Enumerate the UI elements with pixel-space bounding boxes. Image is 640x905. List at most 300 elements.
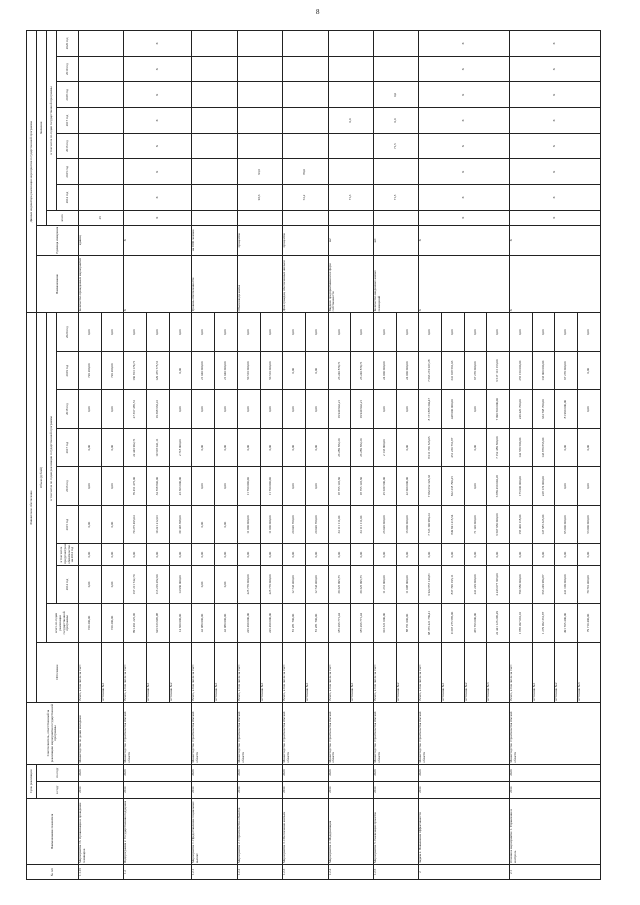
row-indicator-value [79,133,124,159]
row-amount: 6 859 460 092,45 [487,467,510,505]
th-2016: 2016 год [57,467,79,505]
th-2020: 2020 год [57,313,79,352]
table-row [79,31,102,880]
row-amount: 11 000 000,00 [260,505,283,543]
row-amount: 22 000 000,00 [396,467,419,505]
row-amount: 0,00 [396,313,419,352]
row-indicator-value [237,210,282,225]
row-amount: 7 090 500 000,00 [487,390,510,428]
row-indicator-value: 0,0 [373,108,418,134]
row-indicator-value: X [124,82,192,108]
row-indicator-value: 71,3 [328,185,373,211]
row-amount: 451 230 761,87 [442,428,465,466]
row-amount: 167 211 742,70 [124,565,147,603]
row-amount: 185 296 771,44 [328,604,351,642]
row-amount: 226 490 000,00 [237,604,260,642]
row-source: источник №3 [487,642,510,702]
row-amount: 0,00 [419,544,442,565]
row-amount: 39 148 398,00 [169,505,192,543]
row-amount: 42 080 000,00 [192,604,215,642]
row-amount: 0,00 [396,390,419,428]
th-term-start: в году [37,781,79,798]
row-indicator-value: X [124,159,192,185]
row-amount: 19 221 212,03 [147,505,170,543]
row-indicator-value: 80,0 [283,159,328,185]
row-amount: 0,00 [192,565,215,603]
row-name: Мероприятие 2. Строительство объектов [237,798,282,864]
row-amount: 42 080 000,00 [215,604,238,642]
table-row [328,31,351,880]
row-source: источник №1 [147,642,170,702]
row-amount: 34 558 840,00 [147,467,170,505]
row-indicator-value: X [124,185,192,211]
row-indicator-name: X [510,255,601,313]
row-num: 1.2.5 [373,865,418,880]
row-amount: 7 723 190 980,24 [419,505,442,543]
row-amount: 0,00 [215,390,238,428]
row-indicator-value: 71,5 [373,133,418,159]
row-amount: 0,00 [192,467,215,505]
row-indicator-value [237,108,282,134]
row-amount: 225 770 000,00 [237,565,260,603]
row-amount: 98 376 421 769,41 [419,604,442,642]
row-amount: 0,00 [305,467,328,505]
row-indicator-value [328,56,373,82]
row-indicator-value: 0,0 [328,108,373,134]
row-indicator-value: X [419,133,510,159]
row-source: источник №2 [169,642,192,702]
row-indicator-value [328,159,373,185]
row-amount: 0,00 [510,544,533,565]
row-amount: 0,00 [124,544,147,565]
th-ind-name: Наименование [37,255,79,313]
row-name: Мероприятие 16. Организация и проведение семинаров [79,798,124,864]
row-amount: 455 793 000,00 [464,604,487,642]
row-source: Всего, в том числе за счет: [283,642,306,702]
row-amount: 0,00 [192,544,215,565]
row-indicator-value: 26 [79,210,124,225]
row-amount: 50 510 000,00 [260,351,283,389]
row-amount: 0,00 [328,313,351,352]
row-amount: 7 693 274 037,28 [419,351,442,389]
row-amount: 0,00 [464,467,487,505]
row-amount: 720 200,00 [101,604,124,642]
row-indicator-value: X [419,210,510,225]
row-amount: 0,00 [555,467,578,505]
row-amount: 0,00 [555,544,578,565]
row-indicator-value [192,210,237,225]
row-indicator-value: X [510,82,601,108]
row-indicator-name: X [419,255,510,313]
row-amount: 0,00 [419,313,442,352]
row-indicator-value [373,56,418,82]
row-amount: 0,00 [215,428,238,466]
row-amount: 34 111 111,00 [328,505,351,543]
row-source: источник №2 [464,642,487,702]
row-amount: 0,00 [101,428,124,466]
row-indicator-value [79,185,124,211]
row-indicator-value [283,210,328,225]
row-amount: 97 270 000,00 [555,351,578,389]
row-indicator-name: Доля граждан, обеспеченных жильем [283,255,328,313]
row-amount: 837 796 195,11 [442,565,465,603]
row-amount: 228 174 000,00 [532,467,555,505]
row-amount: 0,00 [79,467,102,505]
row-source: Всего, в том числе за счет: [510,642,533,702]
row-indicator-value [328,82,373,108]
th-ind-2020: 2020 год [57,31,79,57]
row-amount: 241 109 000,00 [555,565,578,603]
row-amount: 0,00 [373,544,396,565]
row-amount: 720 200,00 [79,351,102,389]
row-indicator-unit: X [124,225,192,255]
row-indicator-name: X [124,255,192,313]
row-source: источник №1 [215,642,238,702]
row-name: Мероприятие 5. Реализация проектов [373,798,418,864]
row-amount: 491 705 400,00 [555,604,578,642]
row-source: источник №2 [555,642,578,702]
row-amount: 24 000 000,00 [396,351,419,389]
row-amount: 7 962 052 326,33 [419,467,442,505]
row-start-year: 2014 [124,781,192,798]
row-amount: 226 490 000,00 [260,604,283,642]
row-amount: 0,00 [79,390,102,428]
row-amount: 0,00 [169,351,192,389]
row-amount: 0,00 [487,544,510,565]
row-amount: 0,00 [464,544,487,565]
row-amount: 22 446 902,71 [124,428,147,466]
row-executor: Министерство строительства Омской области [124,702,192,764]
row-amount: 0,00 [283,390,306,428]
row-amount: 129 476 775,51 [147,351,170,389]
table-body [79,31,601,880]
row-start-year: 2014 [419,781,510,798]
row-amount: 7 152 489 500,00 [487,428,510,466]
row-amount: 11 000 000,00 [237,505,260,543]
row-amount: 653 249 984,87 [532,565,555,603]
row-amount: 626 633 995,98 [147,604,170,642]
th-total: всего по годам реализации государственной программы [47,604,79,642]
row-indicator-value [283,108,328,134]
row-amount: 0,00 [555,313,578,352]
row-amount: 0,00 [147,544,170,565]
row-amount: 849 841 215,54 [442,505,465,543]
row-indicator-value: X [419,82,510,108]
row-amount: 19 949 942,21 [328,390,351,428]
row-indicator-value [283,133,328,159]
row-indicator-value: X [510,159,601,185]
row-amount: 16 000 000,00 [396,505,419,543]
row-amount: 255 150 000,00 [510,351,533,389]
th-2019: 2019 год [57,351,79,389]
row-num: 1.2.4 [328,865,373,880]
th-executor: Соисполнитель, ответственный за реализацию мероприятия государственной программы [27,702,79,764]
row-amount: 4 246 077 366,00 [487,565,510,603]
table-row [373,31,396,880]
row-end-year: 2020 [328,764,373,781]
row-amount: 103 321 000,00 [373,604,396,642]
program-table [26,30,601,880]
row-indicator-value [79,108,124,134]
row-amount: 11 790 000,00 [237,467,260,505]
th-ind-by-year: в том числе по годам государственной программы [47,31,57,211]
row-executor: Министерство строительства Омской области [283,702,328,764]
table-row [124,31,147,880]
row-amount: 0,00 [79,565,102,603]
row-amount: 0,00 [578,467,601,505]
row-amount: 0,00 [215,565,238,603]
row-indicator-value [237,56,282,82]
row-amount: 0,00 [215,544,238,565]
row-amount: 0,00 [373,313,396,352]
row-indicator-unit: X [419,225,510,255]
row-amount: 0,00 [305,313,328,352]
row-indicator-unit: X [510,225,601,255]
row-indicator-value: X [419,159,510,185]
row-name: Подпрограмма 2. Государственная поддержка [124,798,192,864]
page-number: 8 [316,8,320,16]
row-amount: 79 451 475,00 [124,467,147,505]
row-amount: 0,00 [192,505,215,543]
row-amount: 0,00 [79,505,102,543]
row-amount: 24 000 000,00 [373,351,396,389]
row-indicator-value [283,31,328,57]
row-amount: 9 307 275 586,00 [442,604,465,642]
row-amount: 0,00 [283,351,306,389]
th-term-end: по году [37,764,79,781]
row-amount: 19 949 942,21 [351,390,374,428]
row-source: источник №1 [351,642,374,702]
row-amount: 97 270 000,00 [464,351,487,389]
row-end-year: 2020 [192,764,237,781]
row-amount: 0,00 [192,428,215,466]
row-indicator-value: X [124,108,192,134]
row-amount: 185 296 771,44 [351,604,374,642]
row-indicator-name: Введено предприятиями всех форм собственности [328,255,373,313]
row-indicator-value [373,159,418,185]
row-amount: 891 491 225,06 [124,604,147,642]
row-amount: 19 398 663,41 [147,390,170,428]
row-indicator-value [192,133,237,159]
row-amount: 34 111 111,00 [351,505,374,543]
row-amount: 0,00 [305,351,328,389]
row-end-year: 2020 [510,764,601,781]
row-indicator-unit: процентов [283,225,328,255]
row-amount: 81 281 700,00 [283,604,306,642]
row-indicator-value: X [419,31,510,57]
row-amount: 6 922 857 149,81 [419,565,442,603]
row-executor: Министерство строительства Омской области [192,702,237,764]
th-ind-2015: 2015 год [57,159,79,185]
row-source: источник №3 [578,642,601,702]
row-source: Всего, в том числе за счет: [373,642,396,702]
row-indicator-unit: м2 [328,225,373,255]
th-indicator-block: Данные индикатора реализации мероприятия государственной программы [27,31,37,313]
row-amount: 0,00 [578,428,601,466]
row-amount: 0,00 [237,428,260,466]
row-end-year: 2020 [283,764,328,781]
row-amount: 79 710 400,00 [578,604,601,642]
row-name: Мероприятие 3. Обеспечение жильем [283,798,328,864]
row-amount: 14 660 000,00 [169,604,192,642]
th-amount: Объем (рублей) [37,313,47,642]
row-amount: 225 770 000,00 [260,565,283,603]
row-amount: 81 990 000,00 [555,390,578,428]
row-amount: 88 761 000,00 [396,604,419,642]
row-indicator-unit: процентов [237,225,282,255]
table-row [283,31,306,880]
row-source: источник №1 [260,642,283,702]
row-source: Всего, в том числе за счет: [419,642,442,702]
row-indicator-value [373,31,418,57]
row-amount: 249 420 700,00 [510,390,533,428]
th-2014-sub: в том числе предусмотрено обязательство на 2014 год [57,544,79,565]
th-2017: 2017 год [57,428,79,466]
row-amount: 22 441 126 296,29 [487,604,510,642]
row-amount: 0,00 [147,313,170,352]
row-amount: 155 400 118,00 [510,505,533,543]
row-indicator-value [192,185,237,211]
row-indicator-value [79,31,124,57]
row-amount: 6 617 113 163,00 [487,351,510,389]
row-name: Мероприятие 4. Модернизация [328,798,373,864]
th-source: Источники [37,642,79,702]
row-amount: 160 813 179,71 [124,351,147,389]
th-2015: 2015 год [57,505,79,543]
row-name: Мероприятие 1. Предоставление социальных выплат [192,798,237,864]
row-indicator-value [237,31,282,57]
row-indicator-value [283,56,328,82]
th-ind-unit: Единица измерения [37,225,79,255]
row-start-year: 2014 [192,781,237,798]
row-amount: 21 040 000,00 [215,351,238,389]
row-indicator-value [192,159,237,185]
row-amount: 6 607 950 000,00 [487,505,510,543]
row-amount: 0,00 [396,544,419,565]
row-amount: 0,00 [351,544,374,565]
row-amount: 0,00 [260,544,283,565]
row-start-year: 2014 [373,781,418,798]
row-num: 1.1.16 [79,865,124,880]
th-by-year: в том числе по годам реализации государственной программы [47,313,57,604]
row-amount: 0,00 [442,544,465,565]
row-amount: 0,00 [237,313,260,352]
row-amount: 2 133 900,00 [373,428,396,466]
th-finance: Финансовое обеспечение [27,313,37,702]
th-ind-2018: 2018 год [57,82,79,108]
row-executor: Министерство строительства Омской области [419,702,510,764]
row-indicator-value [79,159,124,185]
row-amount: 0,00 [578,544,601,565]
row-amount: 18 765 145,60 [328,467,351,505]
row-num: 1.2.3 [283,865,328,880]
row-amount: 81 281 700,00 [305,604,328,642]
table-row [419,31,442,880]
th-2018: 2018 год [57,390,79,428]
row-indicator-name: Количество введенных жилых помещений [373,255,418,313]
row-amount: 19 518 041,11 [147,428,170,466]
row-amount: 0,00 [101,467,124,505]
row-amount: 0,00 [215,505,238,543]
row-indicator-value [328,31,373,57]
rotated-table-sheet [26,30,601,880]
row-amount: 0,00 [373,390,396,428]
row-amount: 448 000 000,00 [442,390,465,428]
row-amount: 0,00 [578,351,601,389]
row-amount: 1 885 497 091,01 [510,604,533,642]
row-source: Всего, в том числе за счет: [124,642,147,702]
row-executor: Министерство по делам молодежи [79,702,124,764]
row-amount: 11 098 000,00 [396,565,419,603]
row-indicator-name: Объем ввода жилья [237,255,282,313]
row-amount: 12 743 400,00 [283,565,306,603]
row-source: Всего, в том числе за счет: [328,642,351,702]
row-amount: 0,00 [79,544,102,565]
row-amount: 1 279 962 361,87 [532,604,555,642]
row-name: Задача 2. Повышение эффективности [419,798,510,864]
row-executor: Министерство строительства Омской области [510,702,601,764]
row-amount: 8 011 706 526,05 [419,428,442,466]
row-amount: 142 559 500,00 [510,428,533,466]
row-executor: Министерство строительства Омской области [237,702,282,764]
row-amount: 0,00 [283,544,306,565]
row-indicator-value [192,31,237,57]
th-ind-2014: 2014 год [57,185,79,211]
row-indicator-value [237,82,282,108]
row-amount: 18 765 145,60 [351,467,374,505]
row-amount: 11 231 000,00 [373,565,396,603]
row-indicator-value [328,210,373,225]
row-indicator-value: X [419,185,510,211]
row-indicator-value [283,82,328,108]
row-amount: 26 289 582,20 [328,428,351,466]
row-end-year: 2020 [79,764,124,781]
row-amount: 0,00 [442,313,465,352]
row-end-year: 2020 [373,764,418,781]
row-indicator-value: X [124,133,192,159]
row-amount: 11 790 000,00 [260,467,283,505]
table-row [237,31,260,880]
row-amount: 113 219 282,90 [147,565,170,603]
row-start-year: 2014 [510,781,601,798]
row-amount: 0,00 [532,544,555,565]
row-amount: 133 000 000,00 [532,351,555,389]
row-source: Всего, в том числе за счет: [237,642,260,702]
row-start-year: 2014 [237,781,282,798]
row-indicator-value: X [510,133,601,159]
row-indicator-value [192,108,237,134]
row-amount: 21 040 000,00 [192,351,215,389]
row-num: 1.2.1 [192,865,237,880]
row-executor: Министерство строительства Омской области [328,702,373,764]
table-row [192,31,215,880]
row-amount: 0,00 [237,544,260,565]
row-start-year: 2014 [328,781,373,798]
row-amount: 0,00 [237,390,260,428]
row-end-year: 2020 [419,764,510,781]
row-amount: 20 020 700,00 [283,505,306,543]
row-indicator-value [373,210,418,225]
row-amount: 0,00 [101,544,124,565]
row-amount: 2 718 900,00 [169,428,192,466]
row-amount: 26 289 582,20 [351,428,374,466]
row-indicator-name: Количество проведенных мероприятий [79,255,124,313]
row-amount: 0,00 [260,428,283,466]
row-amount: 0,00 [283,428,306,466]
row-amount: 0,00 [260,390,283,428]
row-amount: 0,00 [578,390,601,428]
th-num: № п/п [27,865,79,880]
